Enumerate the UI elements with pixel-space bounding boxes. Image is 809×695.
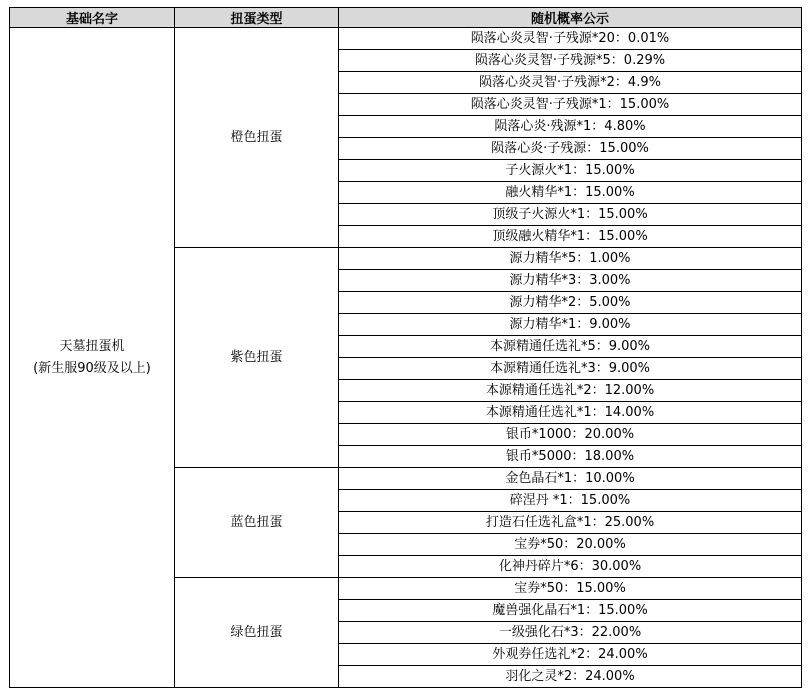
probability-item: 一级强化石*3：22.00% <box>339 622 802 644</box>
probability-item: 羽化之灵*2：24.00% <box>339 666 802 688</box>
base-name-subtitle: (新生服90级及以上) <box>33 360 151 376</box>
header-gacha-type: 扭蛋类型 <box>175 8 339 28</box>
probability-item: 顶级子火源火*1：15.00% <box>339 204 802 226</box>
probability-item: 陨落心炎灵智·子残源*5：0.29% <box>339 50 802 72</box>
probability-item: 源力精华*5：1.00% <box>339 248 802 270</box>
probability-item: 打造石任选礼盒*1：25.00% <box>339 512 802 534</box>
probability-item: 源力精华*1：9.00% <box>339 314 802 336</box>
probability-table <box>9 7 802 688</box>
probability-item: 源力精华*2：5.00% <box>339 292 802 314</box>
probability-item: 本源精通任选礼*5：9.00% <box>339 336 802 358</box>
probability-item: 银币*1000：20.00% <box>339 424 802 446</box>
probability-item: 陨落心炎·子残源：15.00% <box>339 138 802 160</box>
probability-item: 源力精华*3：3.00% <box>339 270 802 292</box>
probability-item: 顶级融火精华*1：15.00% <box>339 226 802 248</box>
base-name-cell <box>10 28 175 688</box>
probability-item: 陨落心炎灵智·子残源*20：0.01% <box>339 28 802 50</box>
base-name-title: 天墓扭蛋机 <box>59 338 125 354</box>
gacha-type-cell: 绿色扭蛋 <box>175 578 339 688</box>
table-row <box>10 28 802 50</box>
probability-item: 外观券任选礼*2：24.00% <box>339 644 802 666</box>
probability-item: 碎涅丹 *1：15.00% <box>339 490 802 512</box>
gacha-type-cell: 紫色扭蛋 <box>175 248 339 468</box>
probability-item: 本源精通任选礼*3：9.00% <box>339 358 802 380</box>
table-body <box>10 28 802 688</box>
probability-item: 宝券*50：15.00% <box>339 578 802 600</box>
probability-item: 魔兽强化晶石*1：15.00% <box>339 600 802 622</box>
header-base-name: 基础名字 <box>10 8 175 28</box>
probability-item: 金色晶石*1：10.00% <box>339 468 802 490</box>
probability-item: 陨落心炎灵智·子残源*2：4.9% <box>339 72 802 94</box>
probability-item: 陨落心炎·残源*1：4.80% <box>339 116 802 138</box>
probability-item: 融火精华*1：15.00% <box>339 182 802 204</box>
probability-item: 陨落心炎灵智·子残源*1：15.00% <box>339 94 802 116</box>
probability-item: 宝券*50：20.00% <box>339 534 802 556</box>
header-row <box>10 8 802 28</box>
probability-item: 子火源火*1：15.00% <box>339 160 802 182</box>
gacha-type-cell: 橙色扭蛋 <box>175 28 339 248</box>
probability-item: 银币*5000：18.00% <box>339 446 802 468</box>
probability-item: 本源精通任选礼*2：12.00% <box>339 380 802 402</box>
gacha-type-cell: 蓝色扭蛋 <box>175 468 339 578</box>
probability-item: 化神丹碎片*6：30.00% <box>339 556 802 578</box>
probability-item: 本源精通任选礼*1：14.00% <box>339 402 802 424</box>
header-probability: 随机概率公示 <box>339 8 802 28</box>
